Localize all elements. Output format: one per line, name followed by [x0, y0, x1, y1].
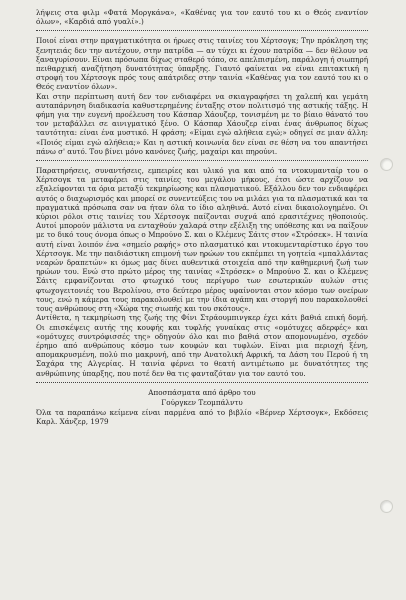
paragraph-fini-straubinger: Αντίθετα, η τεκμηρίωση της ζωής της Φίνι Στράουμπινγκερ έχει κάτι βαθιά επική δομή. Οι επισκέψεις αυτής της κουφής και τυφλής γυναίκας στις «ομότυχες αδερφές» και «ομότυχες συντρόφισσές της» οδηγούν όλο και πιο βαθιά στον απομονωμένο, σχεδόν έρημο από ανθρώπους κόσμο των κουφών και τυφλών. Είναι μια περιοχή ξένη, απομακρυσμένη, πολύ πιο μακρυνή, από την Ανατολική Αφρική, τα Δάση του Περού ή τη Σαχάρα της Αλγερίας. Η ταινία φέρνει το θεατή αντιμέτωπο με δυνατότητες της ανθρώπινης ύπαρξης, που ποτέ δεν θα τις φανταζόταν για τον εαυτό του. [36, 313, 368, 378]
dotted-divider [36, 382, 368, 383]
punch-hole-top [380, 158, 393, 171]
source-note: Όλα τα παραπάνω κείμενα είναι παρμένα από το βιβλίο «Βέρνερ Χέρτσογκ», Εκδόσεις Καρλ. Χάνζερ, 1979 [36, 408, 368, 427]
signature-author: Γούργκεν Τεομπάλντυ [161, 397, 243, 407]
punch-hole-bottom [380, 500, 393, 513]
paragraph-kaspar-hauser: Και στην περίπτωση αυτή δεν τον ενδιαφέρει να σκιαγραφήσει τη χαλεπή και γεμάτη αυταπάρνηση διαδικασία καθυστερημένης ένταξης στον πολιτισμό της αστικής τάξης. Η φήμη για την ευγενή προέλευση του Κάσπαρ Χάουζερ, τονισμένη με το βίαιο θάνατό του τον μεταβάλλει σε αινιγματικό ξένο. Ο Κάσπαρ Χάουζερ είναι ένας άνθρωπος δίχως ταυτότητα: είναι ένα μυστικό. Η φράση; «Είμαι εγώ αλήθεια εγώ;» οδηγεί σε μιαν άλλη: «Ποιός είμαι εγώ αλήθεια;» Και η αστική κοινωνία δεν είναι σε θέση να του απαντήσει πάνω σ' αυτό. Του βίνει μόνο κανόνες ζωής, μαχαίρι και πηρούνι. [36, 91, 368, 156]
paragraph-observations: Παρατηρήσεις, συναντήσεις, εμπειρίες και υλικό για και από τα ντοκυμανταίρ του ο Χέρτσογκ τα μεταφέρει στις ταινίες του μεγάλου μήκους, έτσι ώστε αρχίζουν να εξαλείφονται τα όρια μεταξύ τεκμηρίωσης και πλασματικού. Εξάλλου δεν τον ενδιαφέρει αυτός ο διαχωρισμός και μπορεί σε συνεντεύξεις του να μιλάει για τα πλασματικά και τα πραγματικά πρόσωπα σαν να ήταν όλα το ίδιο αληθινά. Αυτό είναι δικαιολογημένο. Οι κύριοι ρόλοι στις ταινίες του Χέρτσογκ παίζονται συχνά από ερασιτέχνες ηθοποιούς. Αυτοί μπορούν μάλιστα να ενταχθούν χαλαρά στην εξέλιξη της υπόθεσης και να παίξουν με το δικό τους όνομα όπως ο Μπρούνο Σ. και ο Κλέμενς Σάιτς στον «Στρόσεκ». Η ταινία αυτή είναι λοιπόν ένα «σημείο ραφής» στο πλασματικό και ντοκυμενταρίστικο έργο του Χέρτσογκ. Με την παιδιάστικη επιμονή των ηρώων του εκπέμπει τη γοητεία «μπαλλάντας νεαρών δραπετών» κι όμως μας δίνει αυθεντικά στοιχεία από την καθημερινή ζωή των ηρώων του. Ενώ στο πρώτο μέρος της ταινίας «Στρόσεκ» ο Μπρούνο Σ. και ο Κλέμενς Σάιτς εμφανίζονται στο φτωχικό τους περίγυρο των εσωτερικών αυλών στις φτωχογειτονιές του Βερολίνου, στο δεύτερο μέρος υφαίνονται στον κόσμο των ονείρων τους, ενώ η κάμερα τους παρακολουθεί με την ίδια αγάπη και στοργή που παρακολουθεί τους ανθρώπους στη «Χώρα της σιωπής και του σκότους». [36, 166, 368, 314]
signature-line-1: Αποσπάσματα από άρθρο του [148, 387, 256, 397]
dotted-divider [36, 160, 368, 161]
article-body [36, 8, 368, 427]
dotted-divider [36, 30, 368, 31]
paragraph-heroes: Ποιοί είναι στην πραγματικότητα οι ήρωες στις ταινίες του Χέρτσογκ; Την πρόκληση της ξενητειάς δεν την αντέχουν, στην πατρίδα — αν τύχει κι έχουν πατρίδα — δεν θέλουν να ξαναγυρίσουν. Είναι πρόσωπα δίχως σταθερό τόπο, σε απελπισμένη, παράλογη ή σιωπηρή πειθαρχική αναζήτηση δυνατότητας ύπαρξης. Γιαυτό φαίνεται να είναι επιτακτική η στροφή του Χέρτσογκ πρός τους απάτριδες στην ταινία «Καθένας για τον εαυτό του κι ο Θεός εναντίον όλων». [36, 36, 368, 92]
paragraph-intro: λήψεις στα φιλμ «Φατά Μοργκάνα», «Καθένας για τον εαυτό του κι ο Θεός εναντίον όλων», «Καρδιά από γυαλί».) [36, 8, 368, 27]
